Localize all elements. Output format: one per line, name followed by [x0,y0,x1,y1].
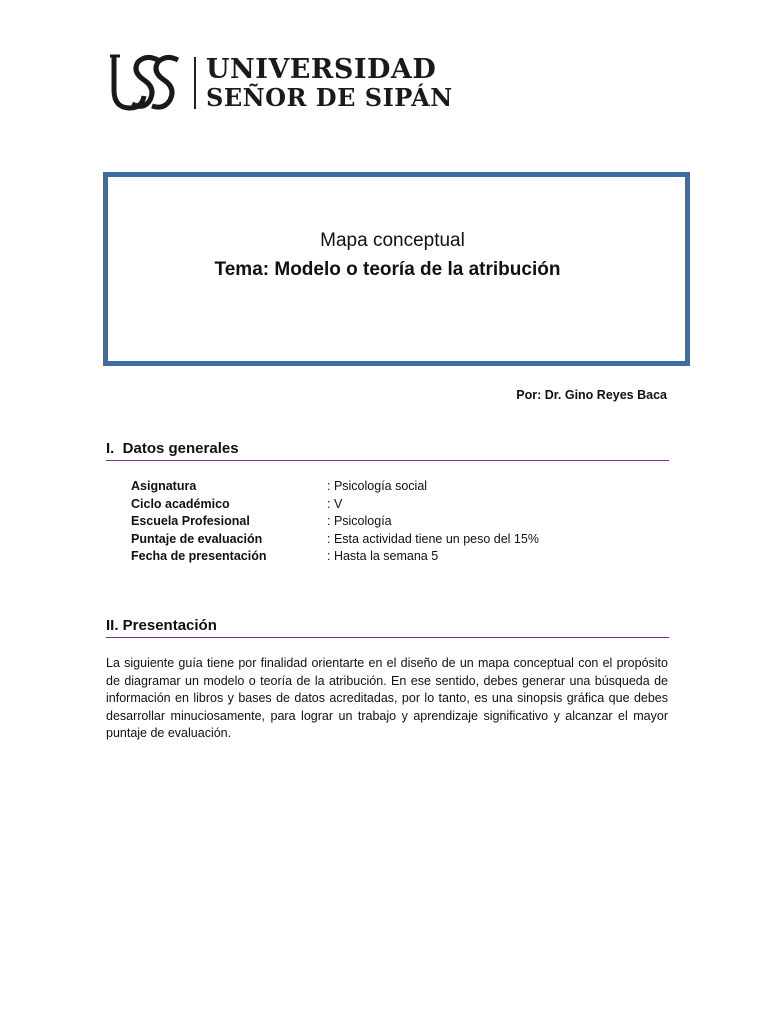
data-label: Ciclo académico [131,496,230,511]
presentation-paragraph: La siguiente guía tiene por finalidad orientarte en el diseño de un mapa conceptual con el propósito de diagramar un modelo o teoría de la atribución. En ese sentido, debes generar una búsqueda de información en libros y bases de datos acreditadas, por lo tanto, es una sinopsis gráfica que debes desarrollar minuciosamente, para lograr un trabajo y aprendizaje significativo y alcanzar el mayor puntaje de evaluación. [106,656,668,740]
data-value: : Psicología [327,514,392,528]
data-row [131,478,539,496]
data-label: Fecha de presentación [131,549,267,563]
data-label: Puntaje de evaluación [131,531,263,546]
data-row [131,531,539,549]
title-box [103,172,690,366]
data-label: Escuela Profesional [131,514,250,528]
section-heading-presentacion: II. Presentación [106,617,669,638]
uss-monogram-icon [108,52,182,114]
author-line: Por: Dr. Gino Reyes Baca [516,388,667,402]
data-value: : Esta actividad tiene un peso del 15% [327,531,539,546]
data-label: Asignatura [131,479,197,493]
logo-wordmark [206,56,453,110]
logo-line-senor-de-sipan: SEÑOR DE SIPÁN [206,83,453,112]
data-value: : Hasta la semana 5 [327,549,439,563]
section-heading-datos-generales: I. Datos generales [106,440,669,461]
general-data-table [131,478,539,566]
university-logo [108,52,453,114]
logo-line-universidad: UNIVERSIDAD [206,54,437,85]
data-row [131,496,539,514]
document-type: Mapa conceptual [320,230,465,251]
data-value: : V [327,496,343,511]
logo-divider [194,57,196,109]
document-topic: Tema: Modelo o teoría de la atribución [214,259,561,280]
data-value: : Psicología social [327,479,428,493]
data-row [131,513,539,531]
data-row [131,548,539,566]
